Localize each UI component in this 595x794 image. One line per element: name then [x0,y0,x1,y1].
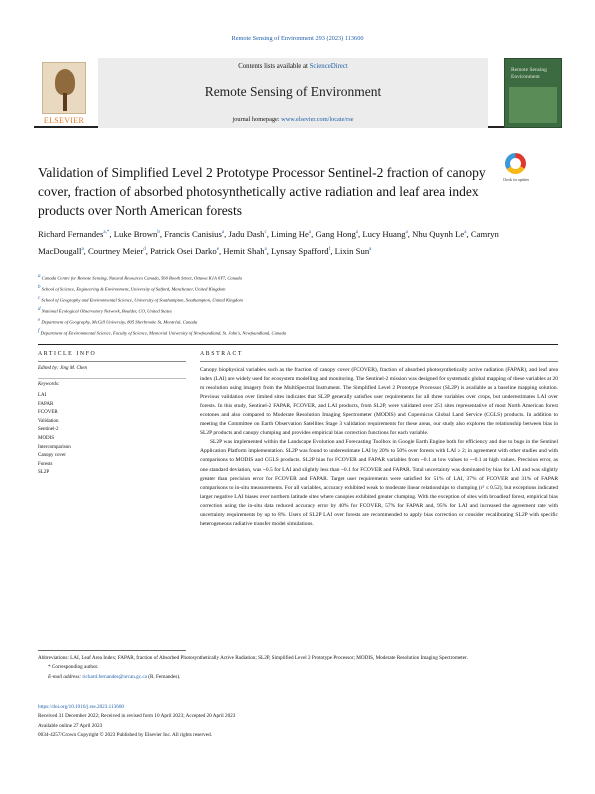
affiliation-text: Department of Geography, McGill University, 805 Sherbrooke St, Montréal, Canada [41,319,198,325]
elsevier-tree-icon [42,62,86,114]
affiliation-text: National Ecological Observatory Network, Boulder, CO, United States [41,308,172,314]
author-affiliation-marker[interactable]: b [157,230,160,235]
homepage-line [98,116,488,123]
abstract-divider [200,361,558,362]
journal-citation[interactable]: Remote Sensing of Environment 293 (2023) 113600 [231,35,364,42]
email-footnote [38,673,558,682]
author-name[interactable]: Hemit Shah [223,245,265,256]
affiliation-item [38,316,558,327]
author-name[interactable]: Lucy Huang [362,228,406,239]
copyright-line: 0034-4257/Crown Copyright © 2023 Published by Elsevier Inc. All rights reserved. [38,731,212,738]
crossmark-label: Check for updates [502,178,530,182]
author-name[interactable]: Francis Canisius [164,228,222,239]
affiliation-marker: b [38,285,41,291]
author-affiliation-marker[interactable]: a [355,230,359,235]
author-name[interactable]: Gang Hong [315,228,356,239]
keyword-item: Forests [38,461,53,467]
author-name[interactable]: Liming He [271,228,309,239]
keyword-item: FCOVER [38,410,58,416]
available-online: Available online 27 April 2023 [38,722,103,729]
journal-header-box [98,58,488,128]
affiliation-marker: e [38,318,41,324]
contents-prefix: Contents lists available at [238,63,308,70]
affiliation-text: School of Geography and Environmental Science, University of Southampton, Southampton, United Kingdom [41,297,243,303]
article-title: Validation of Simplified Level 2 Prototype Processor Sentinel-2 fraction of canopy cover, fraction of absorbed photosynthetically active radiation and leaf area index products over North American forests [38,165,486,218]
affiliation-marker: a [38,274,41,279]
author-affiliation-marker[interactable]: a [369,246,372,252]
contents-line [98,63,488,70]
keywords-divider [38,378,186,379]
article-info-heading: ARTICLE INFO [38,351,97,357]
keyword-item: LAI [38,393,47,398]
journal-banner [34,58,562,128]
author-affiliation-marker[interactable]: a,* [103,230,110,235]
keyword-item: Validation [38,418,59,424]
affiliation-text: Canada Centre for Remote Sensing, Natural Resources Canada, 560 Booth Street, Ottawa K1A 0Y7, Canada [41,275,242,281]
affiliation-marker: d [38,307,41,313]
author-affiliation-marker[interactable]: a [405,230,408,235]
author-name[interactable]: Nhu Quynh Le [412,228,465,239]
cover-title: Remote Sensing Environment [511,67,547,80]
author-name[interactable]: Lynsay Spafford [271,245,329,256]
affiliation-marker: c [38,296,41,302]
section-divider [38,344,558,345]
author-name[interactable]: Courtney Meier [88,245,144,256]
author-list: Richard Fernandes$^{a,*}$, Luke Brown$^b$, Francis Canisius$^a$, Jadu Dash$^c$, Liming He$^a$, Gang Hong$^a$, Lucy Huang$^a$, Nhu Quynh Le$^a$, Camryn MacDougall$^a$, Courtney Meier$^d$, Patrick Osei Darko$^e$, Hemit Shah$^a$, Lynsay Spafford$^f$, Lixin Sun$^a$ [38,228,499,256]
keyword-item: Sentinel-2 [38,427,59,433]
affiliation-item [38,305,558,316]
corresponding-author-note: * Corresponding author. [48,664,99,671]
author-affiliation-marker[interactable]: a [308,230,312,235]
keywords-heading: Keywords: [38,382,60,387]
keyword-item: SL2P [38,470,50,476]
affiliation-item [38,272,558,283]
author-affiliation-marker[interactable]: c [264,230,267,235]
author-name[interactable]: Patrick Osei Darko [150,245,217,256]
footnotes [38,654,558,682]
email-suffix: (R. Fernandes). [148,673,181,680]
affiliation-item [38,327,558,338]
author-name[interactable]: Camryn MacDougall [38,228,499,256]
affiliation-marker: f [38,329,40,335]
sciencedirect-link[interactable]: ScienceDirect [309,63,348,70]
elsevier-wordmark: ELSEVIER [43,116,85,125]
abstract-paragraph: Canopy biophysical variables such as the fraction of canopy cover (FCOVER), fraction of absorbed photosynthetically active radiation (FAPAR), and leaf area index (LAI) are widely used for ecosystem modelling and monitoring. The Sentinel-2 mission was designed for systematic global mapping of these variables at 20 m resolution using imagery from the MultiSpectral Instrument. The Simplified Level 2 Prototype Processor (SL2P) is available as a baseline mapping solution. Previous validation over limited sites indicates that SL2P generally satisfies user requirements for all three variables over crops, but underestimates LAI over forests. In this study, Sentinel-2 FAPAR, FCOVER, and LAI products, from SL2P, were validated over 251 sites representative of most North American forest ecotones and also compared to Moderate Resolution Imaging Spectrometer (MODIS) and Copernicus Global Land Service (CGLS) products. In addition to meeting the Committee on Earth Observation Satellites Stage 3 validation requirements for these areas, our study also explores the relationship between bias in SL2P products and canopy clumping and provides empirical bias correction functions for each variable. [200,367,558,437]
affiliation-item [38,283,558,294]
author-affiliation-marker[interactable]: a [264,246,267,252]
email-label: E-mail address: [48,673,82,680]
crossmark-center [510,158,521,169]
article-info-divider [38,361,186,362]
author-affiliation-marker[interactable]: a [81,246,84,252]
author-name[interactable]: Jadu Dash [228,228,265,239]
keyword-item: FAPAR [38,401,54,407]
cover-artwork [509,87,557,123]
journal-cover-thumbnail[interactable] [504,58,562,128]
affiliation-list [38,272,558,338]
keyword-item: Intercomparison [38,444,71,450]
abstract-heading: ABSTRACT [200,351,244,357]
email-link[interactable]: richard.fernandes@nrcan.gc.ca [82,673,147,680]
author-affiliation-marker[interactable]: f [328,246,331,252]
received-dates: Received 31 December 2022; Received in revised form 10 April 2023; Accepted 20 April 2023 [38,713,236,720]
publication-info [38,703,558,740]
doi-link[interactable]: https://doi.org/10.1016/j.rse.2023.113600 [38,704,125,710]
author-affiliation-marker[interactable]: e [216,246,219,252]
footnote-divider [38,650,186,651]
keyword-item: Canopy cover [38,453,66,459]
abstract-paragraph: SL2P was implemented within the Landscape Evolution and Forecasting Toolbox in Google Earth Engine both for efficiency and due to bugs in the Sentinel Application Platform implementation. SL2P was found to underestimate LAI by 20% to 50% over forests with LAI ≥ 2; in agreement with other studies and with comparisons to MODIS and CGLS products. SL2P bias for FCOVER and FAPAR variables from ~0.1 at low values to ~-0.1 at high values. Precision error, as one standard deviation, was ~0.5 for LAI and slightly less than ~0.1 for FCOVER and FAPAR. Total uncertainty was dominated by bias for LAI and was slightly greater than precision error for FCOVER and FAPAR. Target user requirements were satisfied for 51% of LAI, 37% of FCOVER and 31% of FAPAR comparisons to in-situ measurements. For all variables, accuracy exhibited weak to moderate linear relationships to clumping (r² ≤ 0.52), but exceptions indicated larger negative LAI biases over northern latitude sites where canopies exhibited greater clumping. With the exception of sites with broadleaf forest, empirical bias correction using the in-situ data reduced accuracy error by 40% for FCOVER, 57% for FAPAR and, 95% for LAI and increased the agreement rate with uncertainty requirements by up to 8%. Users of SL2P LAI over forests are recommended to apply bias correction or consider recalibrating SL2P with specific heterogeneous radiative transfer model simulations. [200,439,558,527]
affiliation-item [38,294,558,305]
author-affiliation-marker[interactable]: a [464,230,467,235]
edited-by: Edited by: Jing M. Chen [38,366,88,371]
elsevier-logo[interactable] [34,58,94,128]
crossmark-icon[interactable] [503,152,528,177]
journal-title: Remote Sensing of Environment [204,84,382,99]
homepage-link[interactable]: www.elsevier.com/locate/rse [281,116,354,123]
abbreviations-footnote: Abbreviations: LAI, Leaf Area Index; FAPAR, fraction of Absorbed Photosynthetically Active Radiation; SL2P, Simplified Level 2 Prototype Processor; MODIS, Moderate Resolution Imaging Spectrometer. [38,655,468,661]
author-name[interactable]: Lixin Sun [334,245,370,256]
affiliation-text: Department of Environmental Science, Faculty of Science, Memorial University of Newfoundland, St. John's, Newfoundland, Canada [40,330,287,336]
author-affiliation-marker[interactable]: d [143,246,146,252]
homepage-prefix: journal homepage: [232,116,280,123]
abstract-body [200,366,558,529]
keyword-item: MODIS [38,435,55,441]
affiliation-text: School of Science, Engineering & Environment, University of Salford, Manchester, United Kingdom [41,286,226,292]
author-affiliation-marker[interactable]: a [221,230,225,235]
author-name[interactable]: Luke Brown [113,228,158,239]
author-name[interactable]: Richard Fernandes [38,228,104,239]
keyword-list [38,392,178,478]
